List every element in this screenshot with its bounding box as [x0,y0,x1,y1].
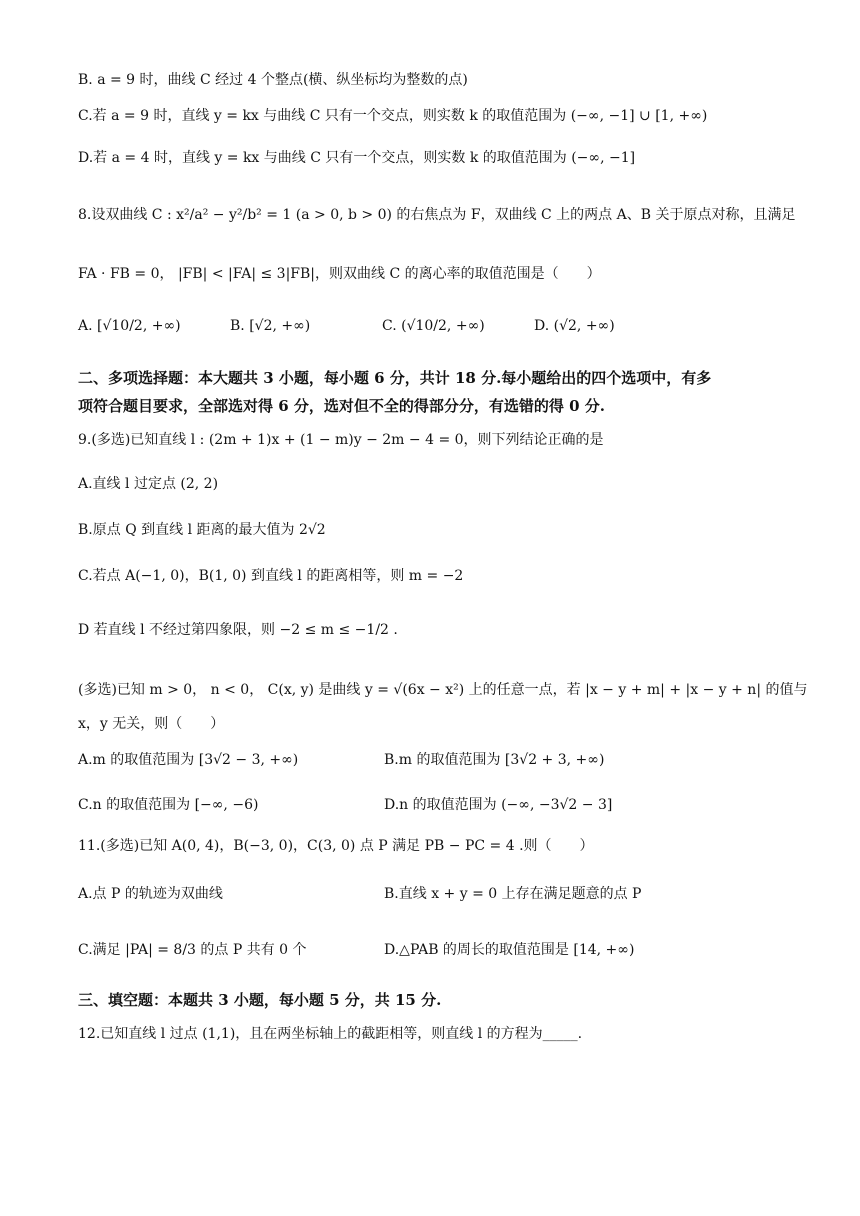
q10-option-d: D.n 的取值范围为 (−∞, −3√2 − 3] [384,797,613,813]
q9-option-b: B.原点 Q 到直线 l 距离的最大值为 2√2 [78,522,326,538]
section2-heading-line1: 二、多项选择题：本大题共 3 小题，每小题 6 分，共计 18 分.每小题给出的四个选项中，有多 [78,369,712,387]
q8-option-a: A. [√10/2, +∞) [78,318,181,334]
q9-option-d: D 若直线 l 不经过第四象限，则 −2 ≤ m ≤ −1/2 . [78,622,398,638]
q10-option-b: B.m 的取值范围为 [3√2 + 3, +∞) [384,752,605,768]
q11-option-d: D.△PAB 的周长的取值范围是 [14, +∞) [384,942,635,958]
q11-option-c: C.满足 |PA| = 8/3 的点 P 共有 0 个 [78,942,307,958]
q7-option-b: B. a = 9 时，曲线 C 经过 4 个整点(横、纵坐标均为整数的点) [78,72,468,88]
q8-option-b: B. [√2, +∞) [230,318,311,334]
q11-stem: 11.(多选)已知 A(0, 4)，B(−3, 0)，C(3, 0) 点 P 满足 PB − PC = 4 .则（ ） [78,838,594,854]
q7-option-c: C.若 a = 9 时，直线 y = kx 与曲线 C 只有一个交点，则实数 k 的取值范围为 (−∞, −1] ∪ [1, +∞) [78,108,708,124]
q8-stem-line2: FA · FB = 0， |FB| < |FA| ≤ 3|FB|，则双曲线 C 的离心率的取值范围是（ ） [78,266,601,282]
q10-option-a: A.m 的取值范围为 [3√2 − 3, +∞) [78,752,299,768]
q10-option-c: C.n 的取值范围为 [−∞, −6) [78,797,259,813]
q9-option-c: C.若点 A(−1, 0)，B(1, 0) 到直线 l 的距离相等，则 m = −2 [78,568,464,584]
q8-option-d: D. (√2, +∞) [534,318,615,334]
q9-stem: 9.(多选)已知直线 l : (2m + 1)x + (1 − m)y − 2m − 4 = 0，则下列结论正确的是 [78,432,604,448]
q10-stem-line1: (多选)已知 m > 0， n < 0， C(x, y) 是曲线 y = √(6x − x²) 上的任意一点，若 |x − y + m| + |x − y + n| 的值与 [78,682,808,698]
q9-option-a: A.直线 l 过定点 (2, 2) [78,476,219,492]
section2-heading-line2: 项符合题目要求，全部选对得 6 分，选对但不全的得部分分，有选错的得 0 分. [78,397,605,415]
q11-option-a: A.点 P 的轨迹为双曲线 [78,886,223,902]
q12-stem: 12.已知直线 l 过点 (1,1)，且在两坐标轴上的截距相等，则直线 l 的方程为_____. [78,1026,583,1042]
q8-stem-line1: 8.设双曲线 C : x²/a² − y²/b² = 1 (a > 0, b > 0) 的右焦点为 F，双曲线 C 上的两点 A、B 关于原点对称，且满足 [78,207,796,223]
q8-option-c: C. (√10/2, +∞) [382,318,485,334]
q10-stem-line2: x，y 无关，则（ ） [78,716,225,732]
q7-option-d: D.若 a = 4 时，直线 y = kx 与曲线 C 只有一个交点，则实数 k 的取值范围为 (−∞, −1] [78,150,636,166]
section3-heading: 三、填空题：本题共 3 小题，每小题 5 分，共 15 分. [78,991,442,1009]
q11-option-b: B.直线 x + y = 0 上存在满足题意的点 P [384,886,642,902]
